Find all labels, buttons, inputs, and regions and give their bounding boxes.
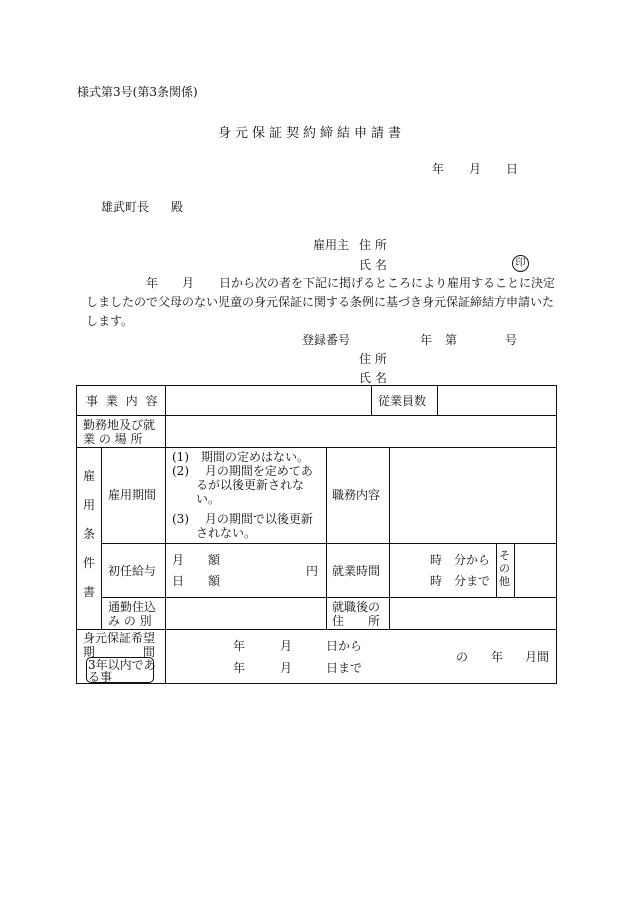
seal-icon: 印 [512, 255, 529, 272]
to-month: 月 [280, 661, 293, 675]
conditions-char-3: 条 [82, 527, 95, 541]
duration-no: の [456, 650, 469, 664]
document-title: 身元保証契約締結申請書 [218, 126, 406, 141]
body-line-2: しましたので父母のない児童の身元保証に関する条例に基づき身元保証締結方申請いた [86, 295, 555, 309]
addressee-name: 雄武町長 [101, 200, 150, 214]
other-char-2: の [499, 562, 510, 575]
registration-dai: 第 [445, 333, 458, 347]
duration-year: 年 [491, 650, 504, 664]
guarantee-period-label-2: 期 間 [83, 645, 156, 659]
hour-from-label: 時 分から [430, 553, 491, 567]
workplace-label-1: 勤務地及び就 [83, 418, 156, 432]
guarantee-note-1: 3年以内であ [88, 658, 156, 672]
period-option-3b: されない。 [172, 526, 257, 540]
monthly-amount-label: 月 額 [172, 553, 221, 567]
conditions-char-1: 雇 [82, 469, 95, 483]
date-year-label: 年 [432, 162, 445, 176]
period-option-3a: (3) 月の期間で以後更新 [172, 512, 313, 526]
duties-label: 職務内容 [332, 488, 381, 502]
employer-address-label: 住 所 [359, 238, 387, 252]
post-address-label-2: 住 所 [332, 614, 381, 628]
daily-amount-label: 日 額 [172, 574, 221, 588]
addressee-honorific: 殿 [171, 200, 184, 214]
guarantee-period-label-1: 身元保証希望 [83, 631, 156, 645]
employer-label: 雇用主 [313, 238, 350, 252]
other-char-3: 他 [499, 575, 510, 588]
registration-go: 号 [505, 333, 518, 347]
to-year: 年 [233, 661, 246, 675]
from-month: 月 [280, 639, 293, 653]
period-option-2c: い。 [172, 492, 221, 506]
period-option-2a: (2) 月の期間を定めてあ [172, 464, 313, 478]
employer-name-label: 氏 名 [359, 258, 387, 272]
from-day: 日から [326, 639, 363, 653]
date-day-label: 日 [506, 162, 519, 176]
initial-pay-label: 初任給与 [108, 564, 157, 578]
hour-to-label: 時 分まで [430, 574, 491, 588]
applicant-address-label: 住 所 [359, 352, 387, 366]
employment-period-label: 雇用期間 [108, 488, 157, 502]
body-line-3: します。 [86, 314, 134, 328]
registration-year: 年 [420, 333, 433, 347]
body-line-1: 日から次の者を下記に掲げるところにより雇用することに決定 [219, 276, 556, 290]
from-year: 年 [233, 639, 246, 653]
conditions-char-5: 書 [82, 585, 95, 599]
period-option-2b: るが以後更新されな [172, 478, 305, 492]
date-month-label: 月 [469, 162, 482, 176]
employee-count-label: 従業員数 [378, 394, 427, 408]
body-month: 月 [182, 276, 195, 290]
body-year: 年 [146, 276, 159, 290]
duration-months: 月間 [525, 650, 550, 664]
to-day: 日まで [326, 661, 363, 675]
yen-label: 円 [306, 564, 319, 578]
form-number: 様式第3号(第3条関係) [77, 85, 198, 99]
registration-label: 登録番号 [302, 333, 351, 347]
workplace-label-2: 業 の 場 所 [83, 432, 143, 446]
post-address-label-1: 就職後の [332, 600, 381, 614]
applicant-name-label: 氏 名 [359, 371, 387, 385]
commute-label-2: み の 別 [108, 614, 152, 628]
work-hours-label: 就業時間 [332, 564, 381, 578]
other-char-1: そ [499, 549, 510, 562]
period-option-1: (1) 期間の定めはない。 [172, 450, 309, 464]
conditions-char-2: 用 [82, 498, 95, 512]
conditions-char-4: 件 [82, 556, 95, 570]
guarantee-note-2: る事 [88, 670, 113, 684]
business-content-label: 事 業 内 容 [86, 394, 160, 408]
commute-label-1: 通勤住込 [108, 600, 157, 614]
